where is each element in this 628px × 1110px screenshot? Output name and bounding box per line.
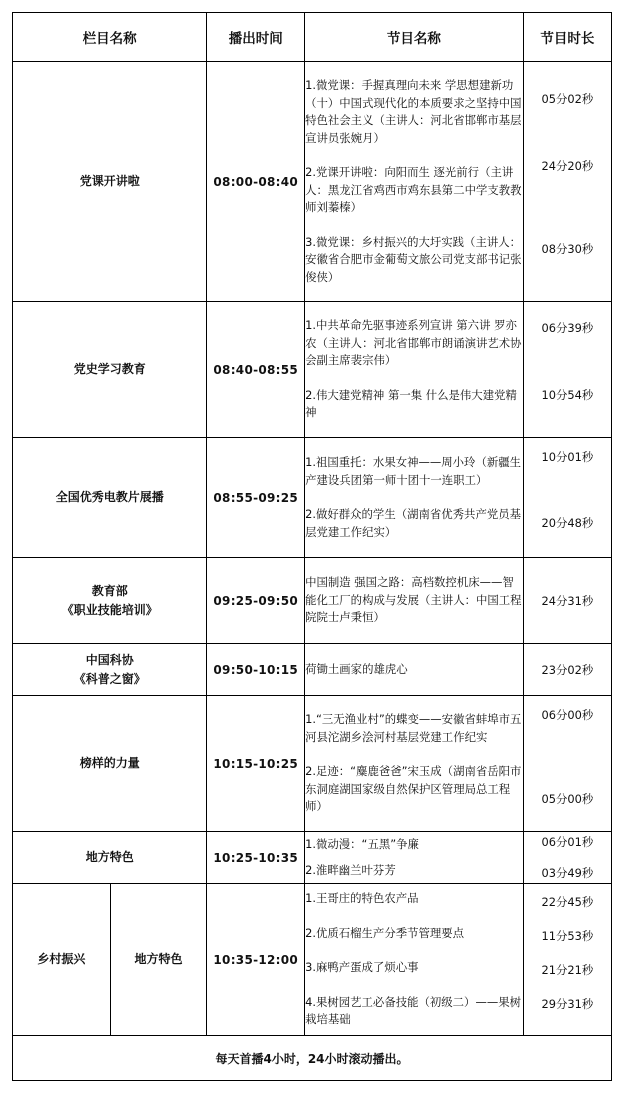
column-name xyxy=(13,644,207,696)
header-row xyxy=(13,13,612,62)
program-item: 2.淮畔幽兰叶芬芳 xyxy=(305,863,396,877)
program-item: 2.做好群众的学生（湖南省优秀共产党员基层党建工作纪实） xyxy=(305,507,522,539)
table-row xyxy=(13,832,612,884)
duration-list xyxy=(523,832,611,884)
header-airtime: 播出时间 xyxy=(207,13,305,62)
footer-note: 每天首播4小时，24小时滚动播出。 xyxy=(13,1036,612,1081)
header-column-name: 栏目名称 xyxy=(13,13,207,62)
airtime: 08:00-08:40 xyxy=(207,62,305,302)
footer-row xyxy=(13,1036,612,1081)
airtime: 10:35-12:00 xyxy=(207,884,305,1036)
program-item: 2.伟大建党精神 第一集 什么是伟大建党精神 xyxy=(305,387,517,420)
duration-value: 10分01秒 xyxy=(541,450,594,464)
program-item: 2.党课开讲啦：向阳而生 逐光前行（主讲人：黑龙江省鸡西市鸡东县第二中学支教教师刘蓁榛） xyxy=(305,165,522,214)
column-name: 榜样的力量 xyxy=(13,696,207,832)
table-row xyxy=(13,696,612,832)
sub-column-name: 地方特色 xyxy=(110,884,207,1036)
program-item: 4.果树园艺工必备技能（初级二）——果树栽培基础 xyxy=(305,994,522,1027)
duration-list xyxy=(523,696,611,832)
duration-value: 24分20秒 xyxy=(541,159,594,173)
column-name-line: 教育部 xyxy=(91,583,128,598)
column-name: 地方特色 xyxy=(13,832,207,884)
duration-value: 06分00秒 xyxy=(541,708,594,722)
program-list xyxy=(305,832,524,884)
airtime: 08:40-08:55 xyxy=(207,302,305,438)
duration-value: 29分31秒 xyxy=(541,997,594,1011)
column-name: 党课开讲啦 xyxy=(13,62,207,302)
duration-value: 05分00秒 xyxy=(541,792,594,806)
column-name: 党史学习教育 xyxy=(13,302,207,438)
airtime: 09:50-10:15 xyxy=(207,644,305,696)
duration-value: 22分45秒 xyxy=(541,895,594,909)
duration-value: 06分01秒 xyxy=(541,835,594,849)
duration-value: 05分02秒 xyxy=(541,92,594,106)
program-item: 3.麻鸭产蛋成了烦心事 xyxy=(305,960,419,975)
column-name: 乡村振兴 xyxy=(13,884,111,1036)
duration-list xyxy=(523,302,611,438)
program-list xyxy=(305,696,524,832)
column-name-line: 中国科协 xyxy=(85,652,134,667)
header-program-name: 节目名称 xyxy=(305,13,524,62)
column-name-line: 《职业技能培训》 xyxy=(61,602,158,617)
program-item: 中国制造 强国之路：高档数控机床——智能化工厂的构成与发展（主讲人：中国工程院院士卢秉恒） xyxy=(305,575,522,625)
duration-list xyxy=(523,558,611,644)
table-row xyxy=(13,302,612,438)
program-list xyxy=(305,884,524,1036)
duration-value: 24分31秒 xyxy=(541,593,594,608)
table-row xyxy=(13,438,612,558)
header-duration: 节目时长 xyxy=(523,13,611,62)
duration-list xyxy=(523,62,611,302)
program-item: 1.“三无渔业村”的蝶变——安徽省蚌埠市五河县沱湖乡浍河村基层党建工作纪实 xyxy=(305,712,522,744)
program-item: 2.足迹：“麋鹿爸爸”宋玉成（湖南省岳阳市东洞庭湖国家级自然保护区管理局总工程师） xyxy=(305,764,522,814)
airtime: 08:55-09:25 xyxy=(207,438,305,558)
duration-value: 03分49秒 xyxy=(541,866,594,880)
duration-value: 23分02秒 xyxy=(541,662,594,677)
program-item: 3.微党课：乡村振兴的大圩实践（主讲人：安徽省合肥市金葡萄文旅公司党支部书记张俊侠） xyxy=(305,234,522,284)
airtime: 09:25-09:50 xyxy=(207,558,305,644)
duration-value: 06分39秒 xyxy=(541,321,594,335)
airtime: 10:25-10:35 xyxy=(207,832,305,884)
program-item: 2.优质石榴生产分季节管理要点 xyxy=(305,925,465,940)
table-row xyxy=(13,644,612,696)
duration-value: 08分30秒 xyxy=(541,242,594,256)
duration-list xyxy=(523,438,611,558)
table-row xyxy=(13,884,612,1036)
program-list xyxy=(305,438,524,558)
schedule-table xyxy=(12,12,612,1081)
duration-list xyxy=(523,884,611,1036)
program-list xyxy=(305,644,524,696)
table-row xyxy=(13,558,612,644)
program-item: 1.王哥庄的特色农产品 xyxy=(305,891,419,906)
table-row xyxy=(13,62,612,302)
program-item: 1.祖国重托：水果女神——周小玲（新疆生产建设兵团第一师十团十一连职工） xyxy=(305,455,522,487)
program-item: 荷锄土画家的雄虎心 xyxy=(305,661,408,676)
column-name-line: 《科普之窗》 xyxy=(73,671,146,686)
program-item: 1.中共革命先驱事迹系列宣讲 第六讲 罗亦农（主讲人：河北省邯郸市朗诵演讲艺术协会副主席裴宗伟） xyxy=(305,318,522,368)
program-list xyxy=(305,302,524,438)
column-name: 全国优秀电教片展播 xyxy=(13,438,207,558)
airtime: 10:15-10:25 xyxy=(207,696,305,832)
program-list xyxy=(305,558,524,644)
program-list xyxy=(305,62,524,302)
duration-list xyxy=(523,644,611,696)
duration-value: 10分54秒 xyxy=(541,388,594,402)
duration-value: 20分48秒 xyxy=(541,516,594,530)
column-name xyxy=(13,558,207,644)
program-item: 1.微动漫：“五黑”争廉 xyxy=(305,836,419,851)
duration-value: 11分53秒 xyxy=(541,929,594,943)
program-item: 1.微党课：手握真理向未来 学思想建新功（十）中国式现代化的本质要求之坚持中国特色社会主义（主讲人：河北省邯郸市基层宣讲员张婉月） xyxy=(305,78,522,145)
duration-value: 21分21秒 xyxy=(541,963,594,977)
